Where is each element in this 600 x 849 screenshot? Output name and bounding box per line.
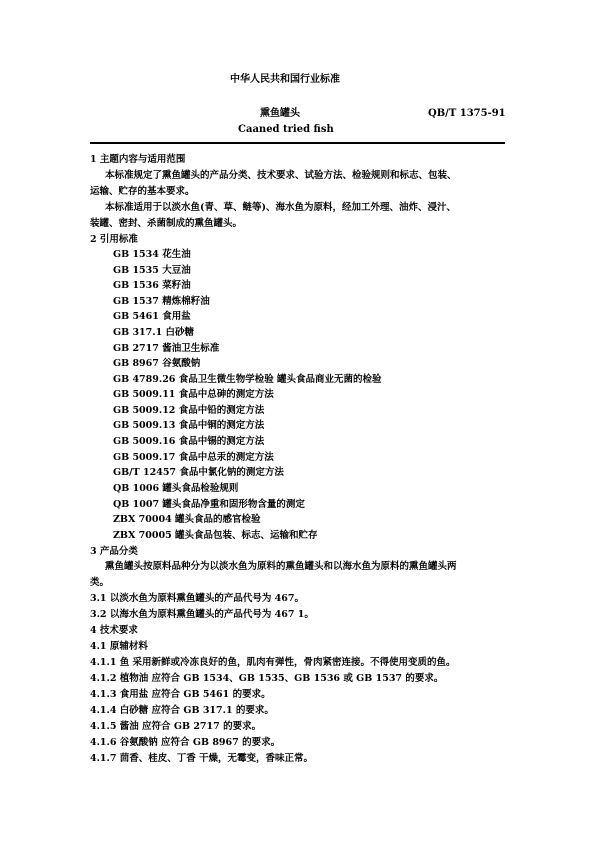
paragraph-line: 类。: [90, 577, 110, 588]
reference-item: GB 5009.13 食品中铜的测定方法: [113, 420, 265, 431]
reference-item: GB 5009.16 食品中锡的测定方法: [113, 436, 265, 447]
reference-item: GB/T 12457 食品中氯化钠的测定方法: [113, 467, 284, 478]
paragraph-line: 装罐、密封、杀菌制成的熏鱼罐头。: [90, 218, 243, 229]
reference-item: GB 1535 大豆油: [113, 265, 191, 276]
paragraph-line: 本标准适用于以淡水鱼(青、草、鲢等)、海水鱼为原料，经加工外理、油炸、浸汁、: [105, 202, 456, 213]
subsection-heading: 4.1 原辅材料: [90, 641, 148, 652]
clause-line: 4.1.4 白砂糖 应符合 GB 317.1 的要求。: [90, 705, 274, 716]
reference-item: GB 317.1 白砂糖: [113, 327, 195, 338]
standard-organization: 中华人民共和国行业标准: [230, 74, 340, 85]
reference-item: ZBX 70004 罐头食品的感官检验: [113, 514, 261, 525]
reference-item: GB 2717 酱油卫生标准: [113, 343, 220, 354]
reference-item: GB 5009.17 食品中总汞的测定方法: [113, 452, 274, 463]
reference-item: GB 1536 菜籽油: [113, 280, 191, 291]
clause-line: 4.1.1 鱼 采用新鲜或冷冻良好的鱼，肌肉有弹性，骨肉紧密连接。不得使用变质的鱼。: [90, 657, 456, 668]
reference-item: ZBX 70005 罐头食品包装、标志、运输和贮存: [113, 530, 318, 541]
reference-item: GB 5461 食用盐: [113, 311, 191, 322]
clause-line: 4.1.5 酱油 应符合 GB 2717 的要求。: [90, 721, 262, 732]
document-title: 熏鱼罐头: [260, 108, 300, 119]
reference-item: GB 1534 花生油: [113, 249, 191, 260]
reference-item: GB 8967 谷氨酸钠: [113, 358, 201, 369]
clause-line: 4.1.3 食用盐 应符合 GB 5461 的要求。: [90, 689, 271, 700]
header-rule: [90, 142, 505, 144]
document-subtitle: Caaned tried fish: [238, 124, 334, 135]
reference-item: GB 1537 精炼棉籽油: [113, 296, 210, 307]
reference-item: GB 5009.12 食品中铅的测定方法: [113, 405, 265, 416]
reference-item: GB 5009.11 食品中总砷的测定方法: [113, 389, 274, 400]
standard-code: QB/T 1375-91: [428, 108, 506, 119]
clause-line: 4.1.6 谷氨酸钠 应符合 GB 8967 的要求。: [90, 737, 281, 748]
paragraph-line: 运输、贮存的基本要求。: [90, 186, 195, 197]
reference-item: QB 1006 罐头食品检验规则: [113, 483, 239, 494]
reference-item: QB 1007 罐头食品净重和固形物含量的测定: [113, 499, 305, 510]
reference-item: GB 4789.26 食品卫生微生物学检验 罐头食品商业无菌的检验: [113, 374, 382, 385]
clause-line: 3.1 以淡水鱼为原料熏鱼罐头的产品代号为 467。: [90, 593, 304, 604]
clause-line: 3.2 以海水鱼为原料熏鱼罐头的产品代号为 467 1。: [90, 609, 314, 620]
paragraph-line: 本标准规定了熏鱼罐头的产品分类、技术要求、试验方法、检验规则和标志、包装、: [105, 170, 457, 181]
paragraph-line: 熏鱼罐头按原料品种分为以淡水鱼为原料的熏鱼罐头和以海水鱼为原料的熏鱼罐头两: [105, 561, 457, 572]
section-heading: 4 技术要求: [90, 625, 138, 636]
section-heading: 2 引用标准: [90, 234, 138, 245]
clause-line: 4.1.7 茴香、桂皮、丁香 干燥，无霉变，香味正常。: [90, 753, 314, 764]
section-heading: 3 产品分类: [90, 546, 138, 557]
section-heading: 1 主题内容与适用范围: [90, 154, 186, 165]
clause-line: 4.1.2 植物油 应符合 GB 1534、GB 1535、GB 1536 或 GB 1537 的要求。: [90, 673, 444, 684]
